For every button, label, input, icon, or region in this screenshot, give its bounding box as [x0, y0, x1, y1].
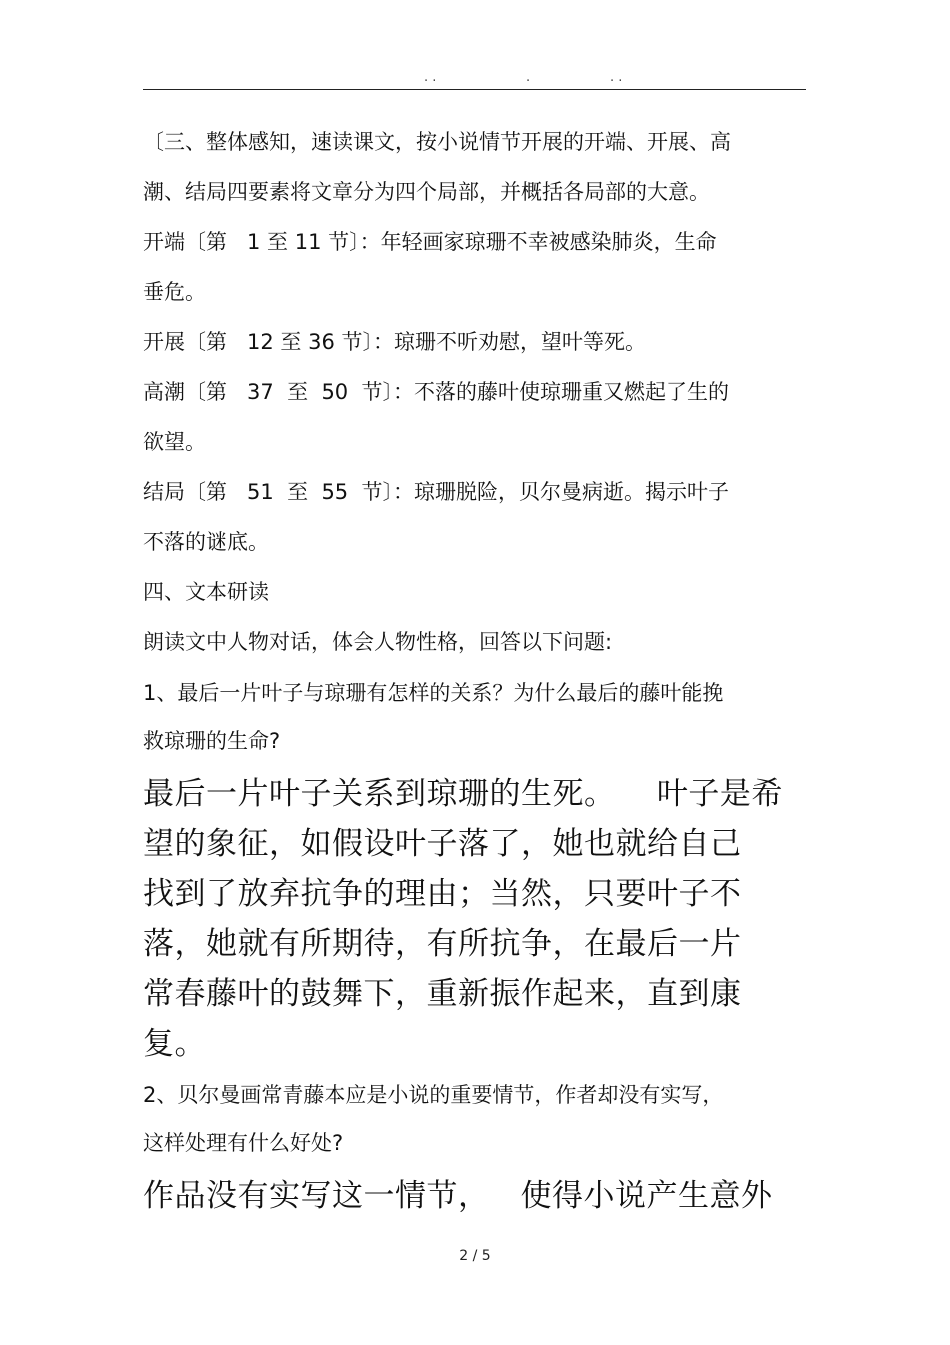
answer-line: 作品没有实写这一情节， 使得小说产生意外 [143, 1178, 773, 1214]
text-line: 高潮〔第 37 至 50 节〕：不落的藤叶使琼珊重又燃起了生的 [143, 380, 730, 404]
text-line: 垂危。 [143, 280, 206, 304]
page-number: 2 / 5 [459, 1248, 491, 1264]
text-line: 朗读文中人物对话，体会人物性格，回答以下问题: [143, 630, 613, 654]
header-rule [143, 89, 806, 90]
question-1 [143, 669, 813, 765]
answer-line: 找到了放弃抗争的理由；当然，只要叶子不 [143, 876, 742, 912]
text-line: 开端〔第 1 至 11 节〕：年轻画家琼珊不幸被感染肺炎，生命 [143, 230, 717, 254]
answer-1 [143, 769, 813, 1069]
header-dot-group: . . [610, 70, 623, 85]
question-line: 救琼珊的生命? [143, 729, 281, 753]
question-line: 这样处理有什么好处? [143, 1131, 344, 1155]
text-line: 〔三、整体感知，速读课文，按小说情节开展的开端、开展、高 [143, 130, 731, 154]
question-2 [143, 1071, 813, 1167]
text-line: 开展〔第 12 至 36 节〕：琼珊不听劝慰，望叶等死。 [143, 330, 646, 354]
answer-line: 望的象征，如假设叶子落了，她也就给自己 [143, 826, 742, 862]
answer-line: 最后一片叶子关系到琼珊的生死。 叶子是希 [143, 776, 783, 812]
text-line: 欲望。 [143, 430, 206, 454]
answer-line: 落，她就有所期待，有所抗争，在最后一片 [143, 926, 742, 962]
header-dot-group: . . [424, 70, 437, 85]
section-heading: 四、文本研读 [143, 580, 269, 604]
question-line: 2、贝尔曼画常青藤本应是小说的重要情节，作者却没有实写， [143, 1083, 724, 1107]
answer-2 [143, 1171, 813, 1221]
answer-line: 复。 [143, 1026, 206, 1062]
answer-line: 常春藤叶的鼓舞下，重新振作起来，直到康 [143, 976, 742, 1012]
text-line: 潮、结局四要素将文章分为四个局部，并概括各局部的大意。 [143, 180, 710, 204]
header-dots [0, 70, 950, 86]
header-dot-group: . [526, 70, 531, 85]
question-line: 1、最后一片叶子与琼珊有怎样的关系？为什么最后的藤叶能挽 [143, 681, 724, 705]
text-line: 不落的谜底。 [143, 530, 269, 554]
text-line: 结局〔第 51 至 55 节〕：琼珊脱险，贝尔曼病逝。揭示叶子 [143, 480, 730, 504]
page-content [143, 117, 813, 1221]
